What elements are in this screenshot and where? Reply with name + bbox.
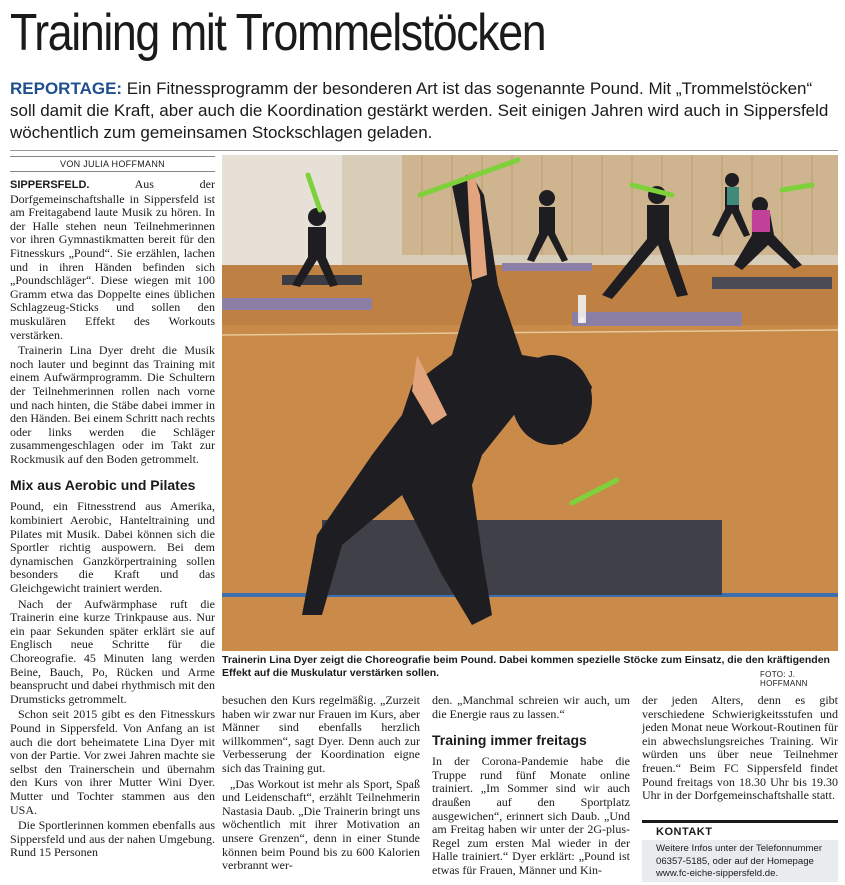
paragraph: den. „Manchmal schreien wir auch, um die Energie raus zu lassen.“ (432, 693, 630, 721)
pound-training-illustration (222, 155, 838, 651)
column-2 (222, 694, 420, 873)
paragraph: besuchen den Kurs regelmäßig. „Zurzeit haben wir zwar nur Frauen im Kurs, aber Männer sind ebenfalls herzlich willkommen“, sagt Dyer. Denn auch zur Verbesserung der Koordination eigne sich das Training gut. (222, 693, 420, 775)
paragraph: Nach der Aufwärmphase ruft die Trainerin eine kurze Trinkpause aus. Nur ein paar Sekunden später erklärt sie auf Englisch neue Schritte für die Choreografie. 45 Minuten lang werden Beine, Bauch, Po, Rücken und Arme beansprucht und dabei rhythmisch mit den Drumsticks getrommelt. (10, 596, 215, 706)
contact-box (642, 820, 838, 882)
paragraph: Pound, ein Fitnesstrend aus Amerika, kombiniert Aerobic, Hanteltraining und Pilates mit Musik. Dabei können sich die Sportler richtig auspowern. Bei dem dynamischen Ganzkörpertraining sollen besonders die Kraft und das Gleichgewicht trainiert werden. (10, 499, 215, 596)
article-photo (222, 155, 838, 651)
column-4 (642, 694, 838, 803)
dateline: SIPPERSFELD. (10, 179, 90, 191)
contact-line: 06357-5185, oder auf der Homepage (656, 855, 814, 867)
subheading: Training immer freitags (432, 732, 587, 749)
contact-link[interactable]: www.fc-eiche-sippersfeld.de. (656, 868, 779, 879)
subheading: Mix aus Aerobic und Pilates (10, 477, 196, 494)
paragraph: der jeden Alters, denn es gibt verschiedene Schwierigkeitsstufen und jeden Monat neue Workout-Routinen für ein abwechslungsreiches Training. Wir würden uns über neue Teilnehmer freuen.“ Beim FC Sippersfeld findet Pound freitags von 18.30 Uhr bis 19.30 Uhr in der Dorfgemeinschaftshalle statt. (642, 693, 838, 803)
column-1 (10, 178, 215, 860)
paragraph-text: Aus der Dorfgemeinschaftshalle in Sippersfeld ist am Freitagabend laute Musik zu hören. In der Halle stehen neun Teilnehmerinnen vor ihren Gymnastikmatten bereit für den Fitnesskurs „Pound“. Sie erzählen, lachen und in ihren Händen befinden sich „Poundschläger“. Diese wiegen mit 100 Gramm etwa das Doppelte eines üblichen Schlagzeug-Sticks und sollen den muskulären Effekt des Workouts verstärken. (10, 177, 215, 342)
divider (10, 150, 838, 151)
paragraph: Die Sportlerinnen kommen ebenfalls aus Sippersfeld und aus der nahen Umgebung. Rund 15 Personen (10, 818, 215, 860)
paragraph: In der Corona-Pandemie habe die Truppe rund fünf Monate online trainiert. „Im Sommer sind wir auch draußen auf den Sportplatz ausgewichen“, erinnert sich Daub. „Und am Freitag haben wir unter der 2G-plus-Regel zum ersten Mal wieder in der Halle trainiert.“ Dyer erklärt: „Pound ist etwas für Frauen, Männer und Kin- (432, 754, 630, 877)
paragraph: Schon seit 2015 gibt es den Fitnesskurs Pound in Sippersfeld. Von Anfang an ist auch die dort beheimatete Lina Dyer mit von der Partie. Vor zwei Jahren machte sie selbst den Trainerschein und übernahm den Kurs von ihrer Mutter Wini Dyer. Mutter und Tochter stammen aus den USA. (10, 707, 215, 817)
photo-caption: Trainerin Lina Dyer zeigt die Choreografie beim Pound. Dabei kommen spezielle Stöcke zum Einsatz, die den kräftigenden Effekt auf die Muskulatur verstärken sollen. (222, 654, 830, 679)
contact-title: KONTAKT (642, 820, 838, 840)
paragraph: Trainerin Lina Dyer dreht die Musik noch lauter und beginnt das Training mit einem Aufwärmprogramm. Die Schultern der Teilnehmerinnen rollen nach vorne und nach hinten, die Stäbe dabei immer in den Händen. Bei einem Schritt nach rechts oder links werden die Schläger zusammengeschlagen oder im Takt zur Rockmusik auf den Boden getrommelt. (10, 343, 215, 466)
lead-text: Ein Fitnessprogramm der besonderen Art ist das sogenannte Pound. Mit „Trommelstöcken“ soll damit die Kraft, aber auch die Koordination gestärkt werden. Seit einigen Jahren wird auch in Sippersfeld wöchentlich zum gemeinsamen Stockschlagen geladen. (10, 79, 829, 142)
kicker-label: REPORTAGE: (10, 79, 123, 98)
paragraph: „Das Workout ist mehr als Sport, Spaß und Leidenschaft“, erzählt Teilnehmerin Nastasia Daub. „Die Trainerin bringt uns wöchentlich mit ihrer Motivation an unsere Grenzen“, denn in einer Stunde können beim Pound bis zu 600 Kalorien verbrannt wer- (222, 776, 420, 873)
contact-line: Weitere Infos unter der Telefonnummer (656, 843, 823, 854)
article-headline: Training mit Trommelstöcken (10, 4, 546, 62)
byline: VON JULIA HOFFMANN (10, 156, 215, 172)
paragraph (10, 178, 215, 342)
column-3 (432, 694, 630, 878)
article-lead (10, 78, 840, 144)
photo-credit: FOTO: J. HOFFMANN (760, 670, 808, 688)
contact-body (642, 840, 838, 882)
